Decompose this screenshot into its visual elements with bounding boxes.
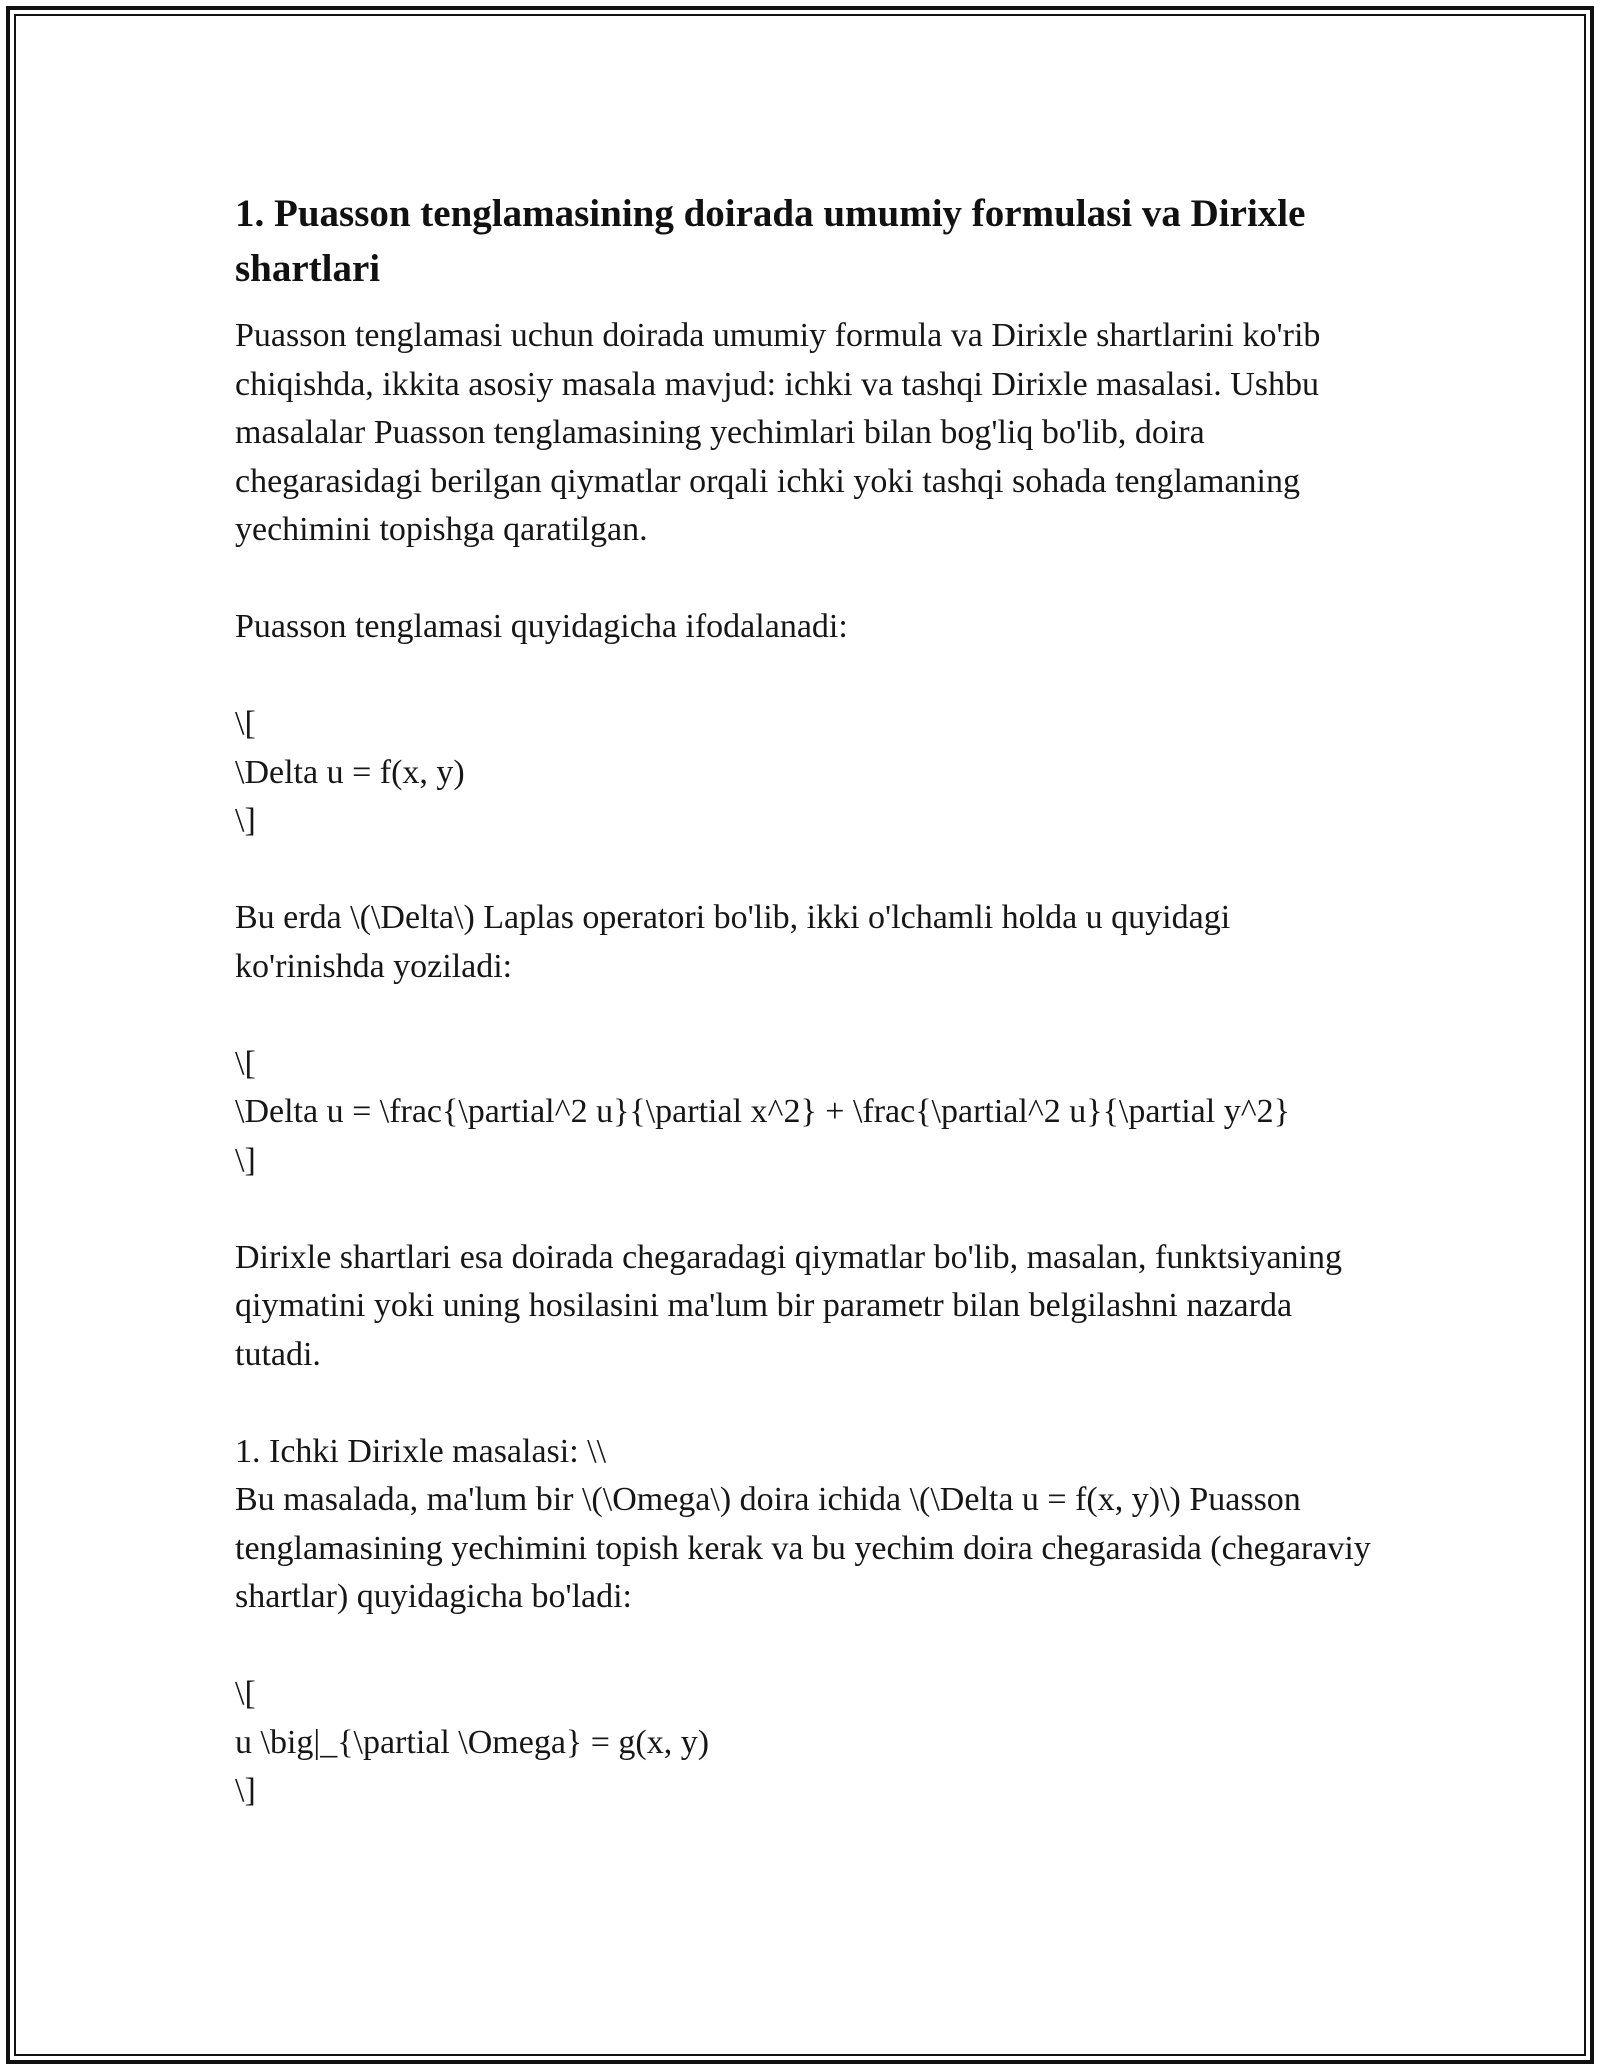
- equation-body: u \big|_{\partial \Omega} = g(x, y): [235, 1723, 710, 1761]
- list-item-interior-dirichlet: [235, 1428, 1385, 1622]
- equation-open-delimiter: \[: [235, 705, 256, 742]
- equation-open-delimiter: \[: [235, 1675, 256, 1712]
- page-title: 1. Puasson tenglamasining doirada umumiy formulasi va Dirixle shartlari: [235, 192, 1306, 290]
- intro-paragraph: Puasson tenglamasi uchun doirada umumiy formula va Dirixle shartlarini ko'rib chiqishda, ikkita asosiy masala mavjud: ichki va tashqi Dirixle masalasi. Ushbu masalalar Puasson tenglamasining yechimlari bilan bog'liq bo'lib, doira chegarasidagi berilgan qiymatlar orqali ichki yoki tashqi sohada tenglamaning yechimini topishga qaratilgan.: [235, 317, 1321, 548]
- laplace-paragraph: Bu erda \(\Delta\) Laplas operatori bo'lib, ikki o'lchamli holda u quyidagi ko'rinishda yoziladi:: [235, 899, 1231, 985]
- equation-block-laplacian: [235, 1040, 1385, 1186]
- document-body: [235, 186, 1385, 1864]
- equation-close-delimiter: \]: [235, 1141, 256, 1179]
- equation-block-boundary: [235, 1670, 1385, 1816]
- equation-body: \Delta u = \frac{\partial^2 u}{\partial x^2} + \frac{\partial^2 u}{\partial y^2}: [235, 1093, 1290, 1130]
- dirichlet-paragraph: Dirixle shartlari esa doirada chegaradagi qiymatlar bo'lib, masalan, funktsiyaning qiymatini yoki uning hosilasini ma'lum bir parametr bilan belgilashni nazarda tutadi.: [235, 1238, 1342, 1373]
- equation-open-delimiter: \[: [235, 1044, 256, 1082]
- equation-block-poisson: [235, 700, 1385, 846]
- equation-body: \Delta u = f(x, y): [235, 753, 465, 791]
- list-item-heading: 1. Ichki Dirixle masalasi: \\: [235, 1432, 607, 1470]
- equation-close-delimiter: \]: [235, 802, 256, 839]
- equation-intro-paragraph: Puasson tenglamasi quyidagicha ifodalanadi:: [235, 608, 848, 645]
- equation-close-delimiter: \]: [235, 1772, 256, 1809]
- list-item-text: Bu masalada, ma'lum bir \(\Omega\) doira ichida \(\Delta u = f(x, y)\) Puasson tenglamasining yechimini topish kerak va bu yechim doira chegarasida (chegaraviy shartlar) quyidagicha bo'ladi:: [235, 1481, 1371, 1615]
